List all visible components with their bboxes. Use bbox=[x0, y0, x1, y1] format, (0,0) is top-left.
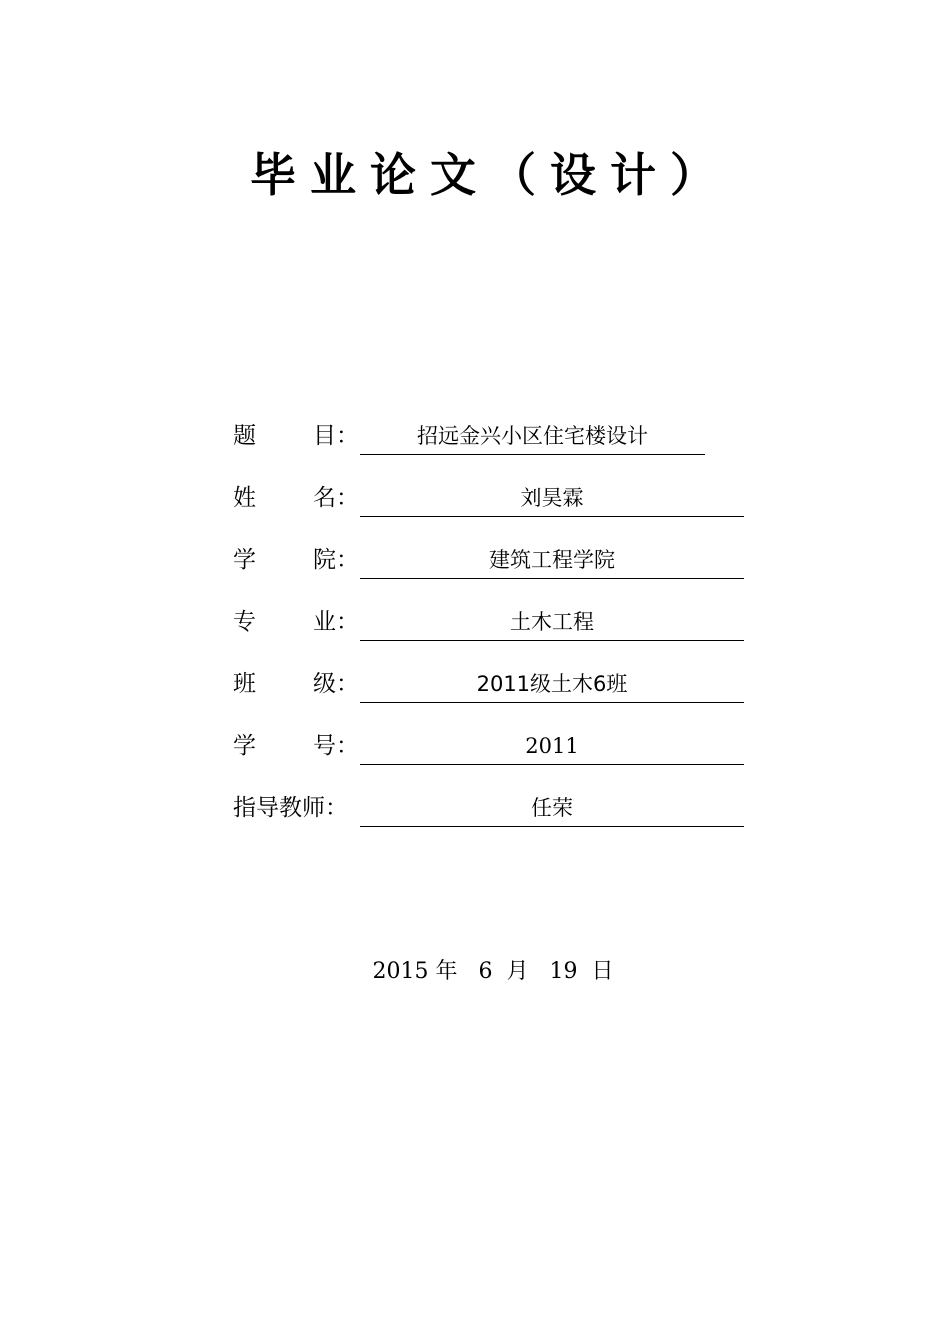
label-char: 名： bbox=[313, 485, 359, 511]
field-label-advisor bbox=[233, 790, 359, 826]
label-char: 班 bbox=[233, 671, 256, 697]
label-char: 指导教师： bbox=[233, 795, 348, 821]
label-char: 目： bbox=[313, 423, 359, 449]
document-title: 毕业论文（设计） bbox=[250, 148, 730, 202]
field-row-name bbox=[233, 480, 753, 542]
date-month-unit: 月 bbox=[506, 959, 529, 984]
field-label-class bbox=[233, 666, 359, 702]
label-char: 号： bbox=[313, 733, 359, 759]
field-value-college: 建筑工程学院 bbox=[360, 542, 744, 579]
field-row-class bbox=[233, 666, 753, 728]
date-day: 19 bbox=[549, 959, 578, 984]
field-row-advisor bbox=[233, 790, 753, 852]
field-value-advisor: 任荣 bbox=[360, 790, 744, 827]
field-label-student-id bbox=[233, 728, 359, 764]
field-label-topic bbox=[233, 418, 359, 454]
label-char: 学 bbox=[233, 733, 256, 759]
field-row-major bbox=[233, 604, 753, 666]
field-label-name bbox=[233, 480, 359, 516]
date-day-unit: 日 bbox=[591, 959, 614, 984]
info-fields bbox=[233, 418, 753, 852]
field-value-major: 土木工程 bbox=[360, 604, 744, 641]
label-char: 学 bbox=[233, 547, 256, 573]
label-char: 专 bbox=[233, 609, 256, 635]
field-value-name: 刘昊霖 bbox=[360, 480, 744, 517]
label-char: 级： bbox=[313, 671, 359, 697]
field-label-college bbox=[233, 542, 359, 578]
label-char: 题 bbox=[233, 423, 256, 449]
submission-date bbox=[0, 952, 950, 992]
field-row-student-id bbox=[233, 728, 753, 790]
field-row-college bbox=[233, 542, 753, 604]
field-row-topic bbox=[233, 418, 753, 480]
label-char: 业： bbox=[313, 609, 359, 635]
date-month: 6 bbox=[478, 959, 493, 984]
field-value-class: 2011级土木6班 bbox=[360, 666, 744, 703]
date-year-unit: 年 bbox=[435, 959, 458, 984]
field-value-student-id: 2011 bbox=[360, 728, 744, 765]
label-char: 院： bbox=[313, 547, 359, 573]
field-label-major bbox=[233, 604, 359, 640]
date-year: 2015 bbox=[372, 959, 429, 984]
field-value-topic: 招远金兴小区住宅楼设计 bbox=[360, 418, 705, 455]
label-char: 姓 bbox=[233, 485, 256, 511]
